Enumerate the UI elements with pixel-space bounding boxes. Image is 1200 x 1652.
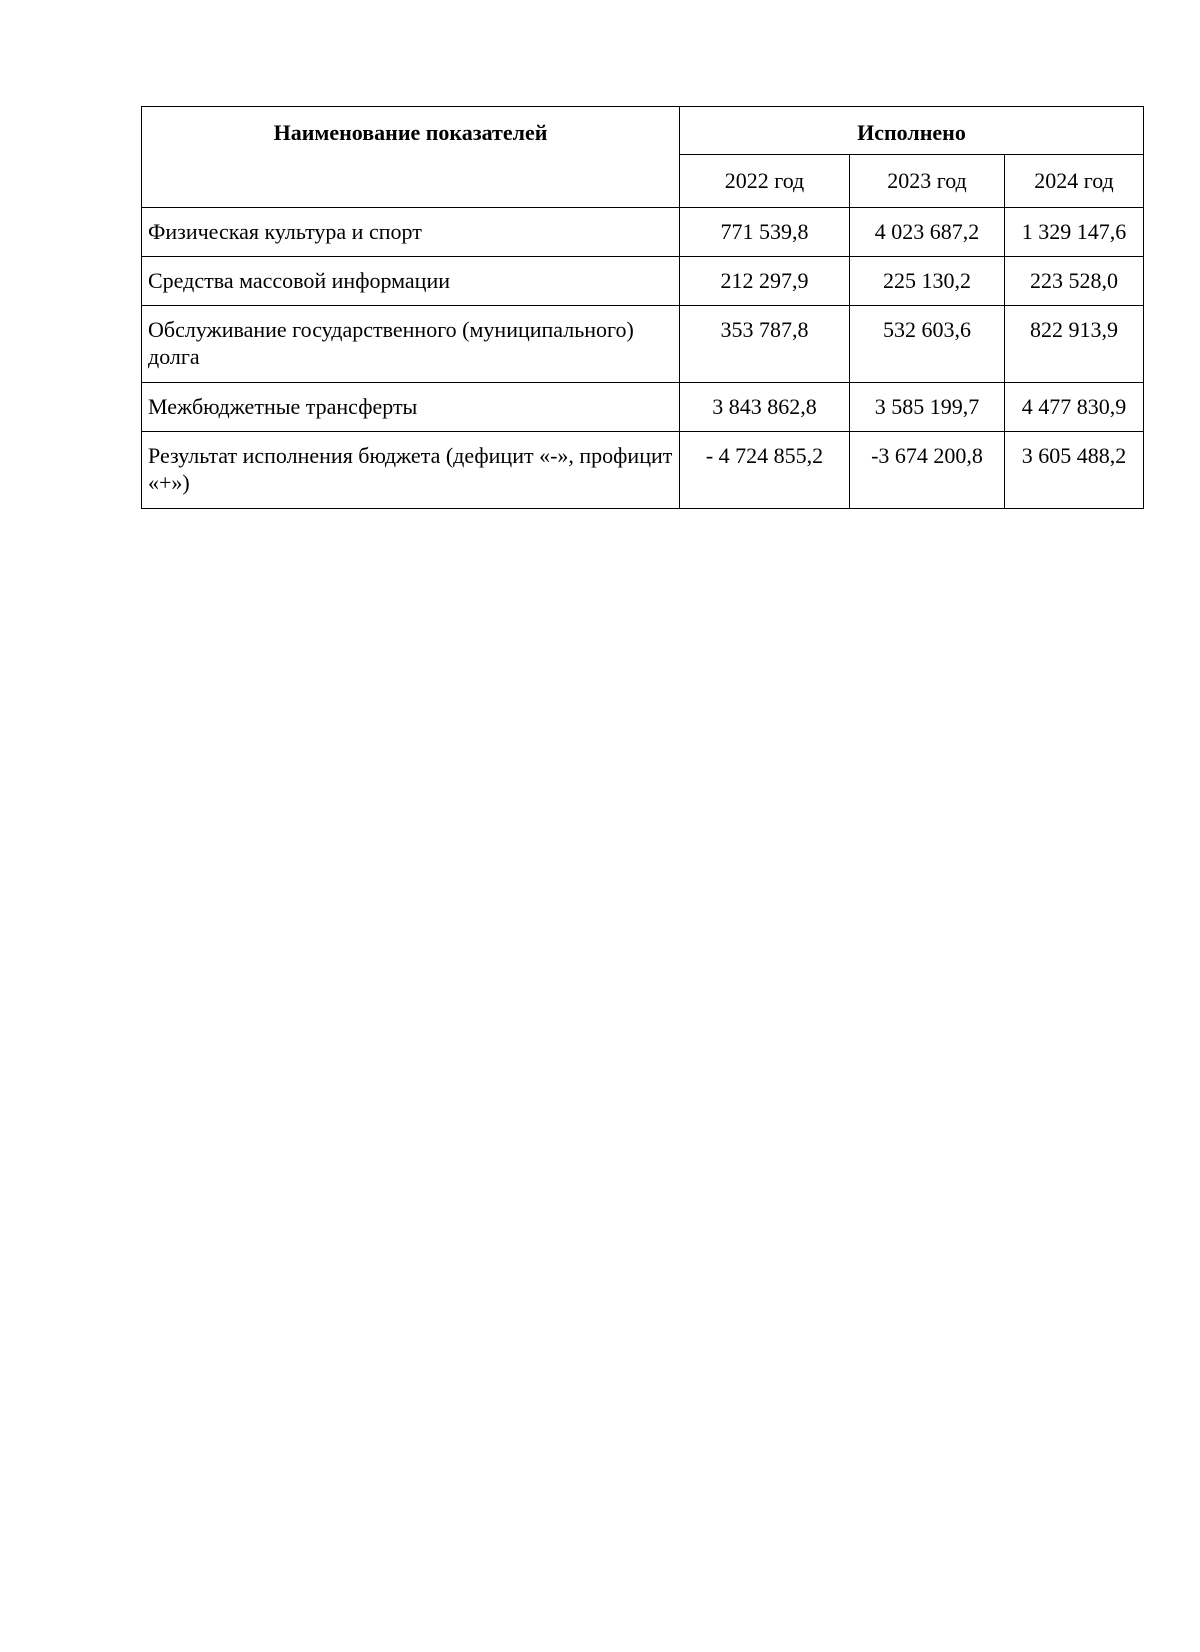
indicator-name: Результат исполнения бюджета (дефицит «-», профицит «+») — [142, 432, 680, 509]
table-row — [142, 208, 1144, 257]
indicator-name: Средства массовой информации — [142, 257, 680, 306]
value-2023: 532 603,6 — [850, 306, 1005, 383]
value-2022: 353 787,8 — [680, 306, 850, 383]
header-row-main — [142, 107, 1144, 155]
value-2024: 223 528,0 — [1005, 257, 1144, 306]
value-2024: 1 329 147,6 — [1005, 208, 1144, 257]
indicator-name: Межбюджетные трансферты — [142, 383, 680, 432]
value-2023: -3 674 200,8 — [850, 432, 1005, 509]
value-2022: - 4 724 855,2 — [680, 432, 850, 509]
table-row — [142, 432, 1144, 509]
value-2024: 822 913,9 — [1005, 306, 1144, 383]
year-header-2023: 2023 год — [850, 155, 1005, 208]
year-header-2024: 2024 год — [1005, 155, 1144, 208]
budget-execution-table — [141, 106, 1144, 509]
value-2023: 4 023 687,2 — [850, 208, 1005, 257]
year-header-2022: 2022 год — [680, 155, 850, 208]
value-2024: 3 605 488,2 — [1005, 432, 1144, 509]
value-2023: 3 585 199,7 — [850, 383, 1005, 432]
indicator-name-header: Наименование показателей — [142, 107, 680, 208]
table-row — [142, 306, 1144, 383]
value-2024: 4 477 830,9 — [1005, 383, 1144, 432]
value-2023: 225 130,2 — [850, 257, 1005, 306]
indicator-name: Обслуживание государственного (муниципального) долга — [142, 306, 680, 383]
indicator-name: Физическая культура и спорт — [142, 208, 680, 257]
value-2022: 3 843 862,8 — [680, 383, 850, 432]
table-row — [142, 383, 1144, 432]
executed-group-header: Исполнено — [680, 107, 1144, 155]
value-2022: 212 297,9 — [680, 257, 850, 306]
table-row — [142, 257, 1144, 306]
value-2022: 771 539,8 — [680, 208, 850, 257]
